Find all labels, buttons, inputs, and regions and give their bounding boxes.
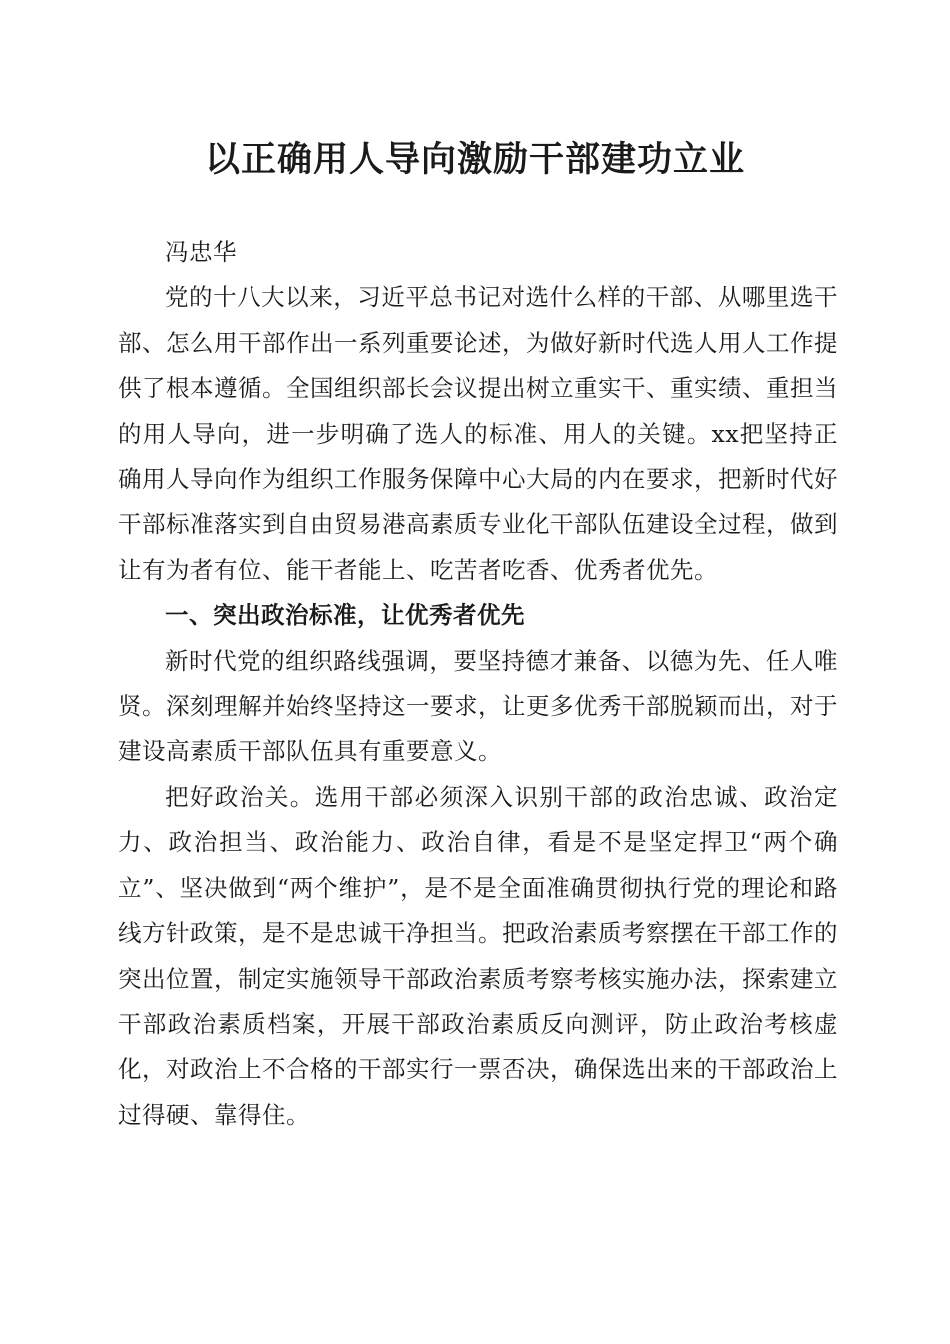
- document-title: 以正确用人导向激励干部建功立业: [204, 139, 745, 180]
- section-heading: 一、突出政治标准，让优秀者优先: [165, 601, 525, 630]
- section-paragraph-2: 把好政治关。选用干部必须深入识别干部的政治忠诚、政治定力、政治担当、政治能力、政治自律，看是不是坚定捍卫“两个确立”、坚决做到“两个维护”，是不是全面准确贯彻执行党的理论和路线方针政策，是不是忠诚干净担当。把政治素质考察摆在干部工作的突出位置，制定实施领导干部政治素质考察考核实施办法，探索建立干部政治素质档案，开展干部政治素质反向测评，防止政治考核虚化，对政治上不合格的干部实行一票否决，确保选出来的干部政治上过得硬、靠得住。: [118, 782, 838, 1129]
- author-name: 冯忠华: [165, 238, 237, 266]
- document-body: [118, 230, 838, 1138]
- section-paragraph-1: 新时代党的组织路线强调，要坚持德才兼备、以德为先、任人唯贤。深刻理解并始终坚持这一要求，让更多优秀干部脱颖而出，对于建设高素质干部队伍具有重要意义。: [118, 646, 838, 766]
- intro-paragraph: 党的十八大以来，习近平总书记对选什么样的干部、从哪里选干部、怎么用干部作出一系列重要论述，为做好新时代选人用人工作提供了根本遵循。全国组织部长会议提出树立重实干、重实绩、重担当的用人导向，进一步明确了选人的标准、用人的关键。xx把坚持正确用人导向作为组织工作服务保障中心大局的内在要求，把新时代好干部标准落实到自由贸易港高素质专业化干部队伍建设全过程，做到让有为者有位、能干者能上、吃苦者吃香、优秀者优先。: [118, 283, 838, 584]
